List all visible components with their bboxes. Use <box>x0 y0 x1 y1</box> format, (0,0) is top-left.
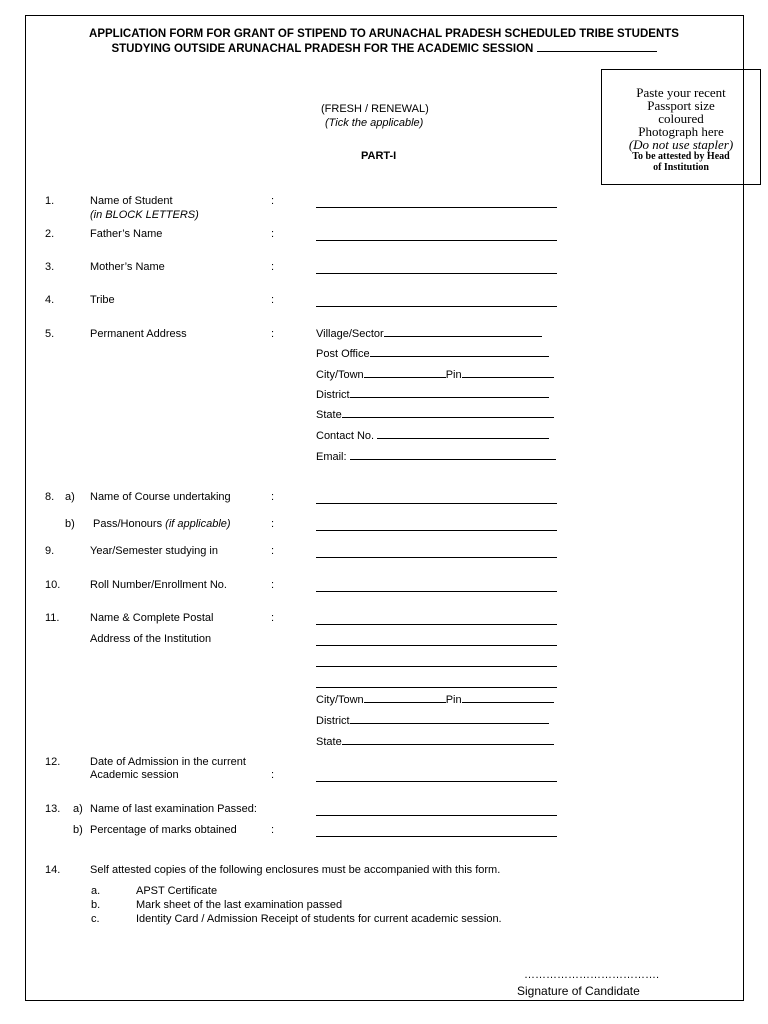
course-field[interactable] <box>316 495 557 504</box>
item-number: 8. <box>45 491 55 503</box>
institution-field-2[interactable] <box>316 637 557 646</box>
enclosure-apst: APST Certificate <box>136 885 218 897</box>
marks-percentage-label: Percentage of marks obtained <box>90 824 237 836</box>
item-number: 4. <box>45 294 55 306</box>
photo-line: coloured <box>658 111 704 126</box>
year-semester-label: Year/Semester studying in <box>90 545 218 557</box>
sub-mark: b) <box>65 518 75 530</box>
application-type: (FRESH / RENEWAL) <box>321 103 429 115</box>
enclosures-intro: Self attested copies of the following enclosures must be accompanied with this form. <box>90 864 501 876</box>
photo-line: To be attested by Head <box>632 151 730 162</box>
institution-field-4[interactable] <box>316 679 557 688</box>
permanent-address-label: Permanent Address <box>90 328 187 340</box>
city-line: City/Town Pin <box>316 369 554 381</box>
item-number: 3. <box>45 261 55 273</box>
email-field[interactable] <box>350 451 556 460</box>
last-exam-field[interactable] <box>316 807 557 816</box>
post-office-line: Post Office <box>316 348 549 360</box>
colon: : <box>271 612 275 624</box>
inst-city-field[interactable] <box>364 694 446 703</box>
student-name-field[interactable] <box>316 199 557 208</box>
pass-honours-field[interactable] <box>316 522 557 531</box>
city-field[interactable] <box>364 369 446 378</box>
colon: : <box>271 579 275 591</box>
name-of-student-label: Name of Student <box>90 195 173 207</box>
post-office-field[interactable] <box>370 348 549 357</box>
last-exam-label: Name of last examination Passed: <box>90 803 257 815</box>
village-line: Village/Sector <box>316 328 542 340</box>
enclosure-mark: c. <box>91 913 100 925</box>
colon: : <box>271 228 275 240</box>
form-title-line2: STUDYING OUTSIDE ARUNACHAL PRADESH FOR THE ACADEMIC SESSION <box>0 43 768 55</box>
item-number: 11. <box>45 612 60 624</box>
enclosure-id-card: Identity Card / Admission Receipt of students for current academic session. <box>136 913 502 925</box>
roll-number-field[interactable] <box>316 583 557 592</box>
signature-dots[interactable]: ………………………………. <box>524 969 660 981</box>
photo-line: Passport size <box>647 98 715 113</box>
colon: : <box>271 195 275 207</box>
colon: : <box>271 294 275 306</box>
session-blank[interactable] <box>537 43 657 52</box>
part-heading: PART-I <box>361 150 397 162</box>
village-field[interactable] <box>384 328 542 337</box>
inst-pin-field[interactable] <box>462 694 554 703</box>
block-letters-note: (in BLOCK LETTERS) <box>90 209 199 221</box>
colon: : <box>271 824 275 836</box>
mothers-name-label: Mother’s Name <box>90 261 165 273</box>
colon: : <box>271 261 275 273</box>
admission-date-label: Date of Admission in the current <box>90 756 246 768</box>
inst-state-field[interactable] <box>342 736 554 745</box>
sub-mark: b) <box>73 824 83 836</box>
institution-field-3[interactable] <box>316 658 557 667</box>
pass-honours-label: Pass/Honours (if applicable) <box>93 518 231 530</box>
marks-percentage-field[interactable] <box>316 828 557 837</box>
enclosure-marksheet: Mark sheet of the last examination passed <box>136 899 343 911</box>
colon: : <box>271 491 275 503</box>
item-number: 12. <box>45 756 61 768</box>
year-semester-field[interactable] <box>316 549 557 558</box>
item-number: 13. <box>45 803 61 815</box>
sub-mark: a) <box>73 803 83 815</box>
inst-district-line: District <box>316 715 549 727</box>
institution-label: Name & Complete Postal <box>90 612 214 624</box>
institution-label-2: Address of the Institution <box>90 633 212 645</box>
colon: : <box>271 518 275 530</box>
colon: : <box>271 545 275 557</box>
district-field[interactable] <box>350 389 549 398</box>
fathers-name-label: Father’s Name <box>90 228 163 240</box>
sub-mark: a) <box>65 491 75 503</box>
tribe-field[interactable] <box>316 298 557 307</box>
roll-number-label: Roll Number/Enrollment No. <box>90 579 227 591</box>
state-field[interactable] <box>342 409 554 418</box>
item-number: 5. <box>45 328 55 340</box>
colon: : <box>271 328 275 340</box>
photo-line: of Institution <box>653 162 709 173</box>
contact-line: Contact No. <box>316 430 549 442</box>
inst-city-line: City/Town Pin <box>316 694 554 706</box>
item-number: 1. <box>45 195 55 207</box>
state-line: State <box>316 409 554 421</box>
admission-date-label-2: Academic session <box>90 769 179 781</box>
pin-field[interactable] <box>462 369 554 378</box>
enclosure-mark: b. <box>91 899 101 911</box>
photo-box[interactable] <box>601 69 761 185</box>
form-title-line1: APPLICATION FORM FOR GRANT OF STIPEND TO ARUNACHAL PRADESH SCHEDULED TRIBE STUDENTS <box>89 28 679 40</box>
item-number: 2. <box>45 228 55 240</box>
tribe-label: Tribe <box>90 294 115 306</box>
district-line: District <box>316 389 549 401</box>
photo-line: (Do not use stapler) <box>628 137 734 152</box>
inst-state-line: State <box>316 736 554 748</box>
signature-label: Signature of Candidate <box>517 984 640 998</box>
application-type-hint: (Tick the applicable) <box>325 117 424 129</box>
item-number: 14. <box>45 864 61 876</box>
enclosure-mark: a. <box>91 885 101 897</box>
photo-line: Photograph here <box>638 124 724 139</box>
inst-district-field[interactable] <box>350 715 549 724</box>
institution-field-1[interactable] <box>316 616 557 625</box>
fathers-name-field[interactable] <box>316 232 557 241</box>
mothers-name-field[interactable] <box>316 265 557 274</box>
colon: : <box>271 769 275 781</box>
contact-field[interactable] <box>377 430 549 439</box>
item-number: 10. <box>45 579 61 591</box>
item-number: 9. <box>45 545 55 557</box>
admission-date-field[interactable] <box>316 773 557 782</box>
email-line: Email: <box>316 451 556 463</box>
photo-line: Paste your recent <box>636 85 726 100</box>
course-label: Name of Course undertaking <box>90 491 231 503</box>
